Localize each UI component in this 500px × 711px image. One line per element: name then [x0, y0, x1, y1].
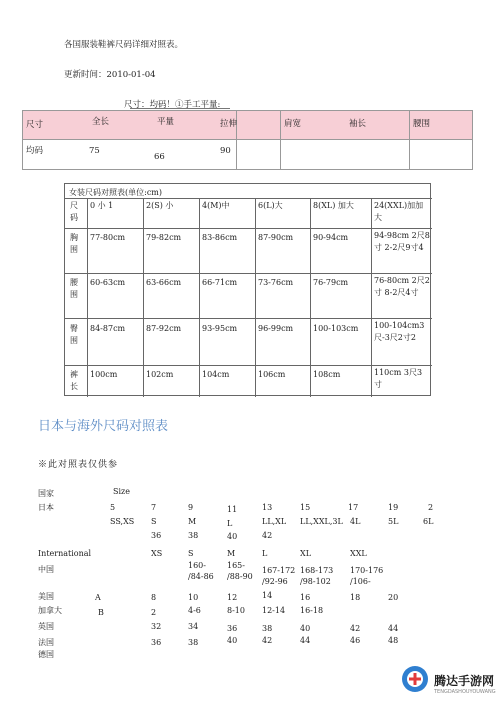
hip-cell: 100-103cm [313, 324, 359, 333]
grid-cell: 12-14 [262, 606, 286, 615]
section-heading: 日本与海外尺码对照表 [38, 419, 169, 434]
grid-cell: 16 [300, 593, 311, 602]
grid-cell: 44 [300, 636, 311, 645]
grid-cell: 46 [350, 636, 361, 645]
grid-cell: 16-18 [300, 606, 324, 615]
size-cell: 4(M)中 [202, 201, 230, 210]
grid-cell: 38 [188, 531, 199, 540]
grid-cell: 8-10 [227, 606, 245, 615]
row-label: 尺码 [70, 201, 78, 222]
bust-cell: 83-86cm [202, 233, 238, 242]
waist-cell: 76-80cm 2尺2寸 8-2尺4寸 [374, 276, 430, 297]
header-cell: 腰围 [413, 119, 431, 129]
header-cell: 袖长 [349, 119, 367, 129]
row-label: 腰围 [70, 278, 78, 299]
row-label: 裤长 [70, 370, 78, 391]
grid-cell: 34 [188, 622, 199, 631]
data-cell: 75 [89, 146, 100, 156]
grid-cell: 38 [188, 638, 199, 647]
grid-cell: 38 [262, 624, 273, 633]
length-cell: 102cm [146, 370, 174, 379]
uk-label: 英国 [38, 622, 54, 631]
hip-cell: 96-99cm [258, 324, 294, 333]
size-cell: 0 小 1 [90, 201, 114, 210]
grid-cell: 42 [350, 624, 361, 633]
update-time: 更新时间：2010-01-04 [64, 70, 156, 80]
size-cell: 24(XXL)加加大 [374, 201, 424, 222]
grid-cell: 42 [262, 636, 273, 645]
grid-cell: 2 [428, 503, 434, 512]
header-cell: 尺寸 [26, 120, 44, 130]
note-text: ※此对照表仅供参 [38, 460, 119, 470]
country-label: 国家 [38, 489, 54, 498]
data-cell: 均码 [26, 146, 44, 156]
grid-cell: S [188, 549, 194, 558]
header-cell: 平量 [157, 117, 175, 127]
hip-cell: 84-87cm [90, 324, 126, 333]
hip-cell: 87-92cm [146, 324, 182, 333]
measurement-header-row [22, 110, 473, 140]
underline [130, 108, 230, 109]
grid-cell: 10 [188, 593, 199, 602]
bust-cell: 90-94cm [313, 233, 349, 242]
intro-text: 各国服装鞋裤尺码详细对照表。 [64, 40, 184, 50]
bust-cell: 79-82cm [146, 233, 182, 242]
watermark-logo [400, 648, 500, 707]
waist-cell: 73-76cm [258, 278, 294, 287]
grid-cell: 20 [388, 593, 399, 602]
grid-cell: 4L [350, 517, 361, 526]
grid-cell: 12 [227, 593, 238, 602]
grid-cell: L [262, 549, 268, 558]
size-label: Size [113, 487, 130, 496]
length-cell: 110cm 3尺3寸 [374, 368, 423, 389]
grid-cell: 2 [151, 608, 157, 617]
grid-cell: 165- /88-90 [227, 561, 253, 581]
header-cell: 拉伸 [220, 119, 238, 129]
length-cell: 104cm [202, 370, 230, 379]
grid-cell: 170-176 /106- [350, 566, 384, 586]
grid-cell: 44 [388, 624, 399, 633]
grid-cell: L [227, 519, 233, 528]
length-cell: 106cm [258, 370, 286, 379]
germany-label: 德国 [38, 650, 54, 659]
women-size-table [64, 183, 431, 396]
grid-cell: 36 [227, 624, 238, 633]
size-cell: 8(XL) 加大 [313, 201, 354, 210]
waist-cell: 60-63cm [90, 278, 126, 287]
data-cell: 66 [154, 152, 165, 162]
waist-cell: 63-66cm [146, 278, 182, 287]
grid-cell: 36 [151, 531, 162, 540]
grid-cell: 42 [262, 531, 273, 540]
size-cell: 6(L)大 [258, 201, 283, 210]
grid-cell: M [227, 549, 236, 558]
waist-cell: 76-79cm [313, 278, 349, 287]
measurement-table [22, 110, 473, 170]
header-cell: 肩宽 [284, 119, 302, 129]
size-cell: 2(S) 小 [146, 201, 174, 210]
grid-cell: 5 [110, 503, 116, 512]
waist-cell: 66-71cm [202, 278, 238, 287]
grid-cell: 40 [300, 624, 311, 633]
grid-cell: 15 [300, 503, 311, 512]
grid-cell: 160- /84-86 [188, 561, 214, 581]
header-cell: 全长 [92, 117, 110, 127]
grid-cell: XS [151, 549, 163, 558]
grid-cell: M [188, 517, 197, 526]
table-title: 女装尺码对照表(单位:cm) [69, 188, 163, 197]
grid-cell: XXL [350, 549, 367, 558]
grid-cell: 168-173 /98-102 [300, 566, 334, 586]
grid-cell: XL [300, 549, 312, 558]
grid-cell: LL,XL [262, 517, 287, 526]
grid-cell: A [95, 593, 101, 602]
grid-cell: 9 [188, 503, 194, 512]
grid-cell: SS,XS [110, 517, 135, 526]
china-label: 中国 [38, 565, 54, 574]
grid-cell: 32 [151, 622, 162, 631]
hip-cell: 100-104cm3尺-3尺2寸2 [374, 321, 425, 342]
length-cell: 108cm [313, 370, 341, 379]
intl-label: International [38, 549, 92, 558]
grid-cell: 14 [262, 591, 273, 600]
length-cell: 100cm [90, 370, 118, 379]
japan-label: 日本 [38, 503, 54, 512]
grid-cell: 8 [151, 593, 157, 602]
grid-cell: LL,XXL,3L [300, 517, 343, 526]
row-label: 臀围 [70, 324, 78, 345]
grid-cell: B [98, 608, 104, 617]
grid-cell: 5L [388, 517, 399, 526]
grid-cell: 13 [262, 503, 273, 512]
grid-cell: 11 [227, 505, 238, 514]
grid-cell: 19 [388, 503, 399, 512]
grid-cell: 48 [388, 636, 399, 645]
watermark-subtext: TENGDASHOUYOUWANG [434, 689, 496, 695]
grid-cell: 7 [151, 503, 157, 512]
bust-cell: 87-90cm [258, 233, 294, 242]
bust-cell: 77-80cm [90, 233, 126, 242]
data-cell: 90 [220, 146, 231, 156]
grid-cell: 167-172 /92-96 [262, 566, 296, 586]
grid-cell: 40 [227, 532, 238, 541]
us-label: 美国 [38, 592, 54, 601]
row-label: 胸围 [70, 233, 78, 254]
watermark-text: 腾达手游网 [434, 674, 495, 688]
size-note: 尺寸：均码！①手工平量: [124, 100, 221, 110]
grid-cell: 6L [423, 517, 434, 526]
france-label: 法国 [38, 638, 54, 647]
canada-label: 加拿大 [38, 606, 62, 615]
grid-cell: 4-6 [188, 606, 201, 615]
grid-cell: 36 [151, 638, 162, 647]
grid-cell: S [151, 517, 157, 526]
hip-cell: 93-95cm [202, 324, 238, 333]
grid-cell: 18 [350, 593, 361, 602]
bust-cell: 94-98cm 2尺8寸 2-2尺9寸4 [374, 231, 430, 252]
grid-cell: 17 [348, 503, 359, 512]
grid-cell: 40 [227, 636, 238, 645]
